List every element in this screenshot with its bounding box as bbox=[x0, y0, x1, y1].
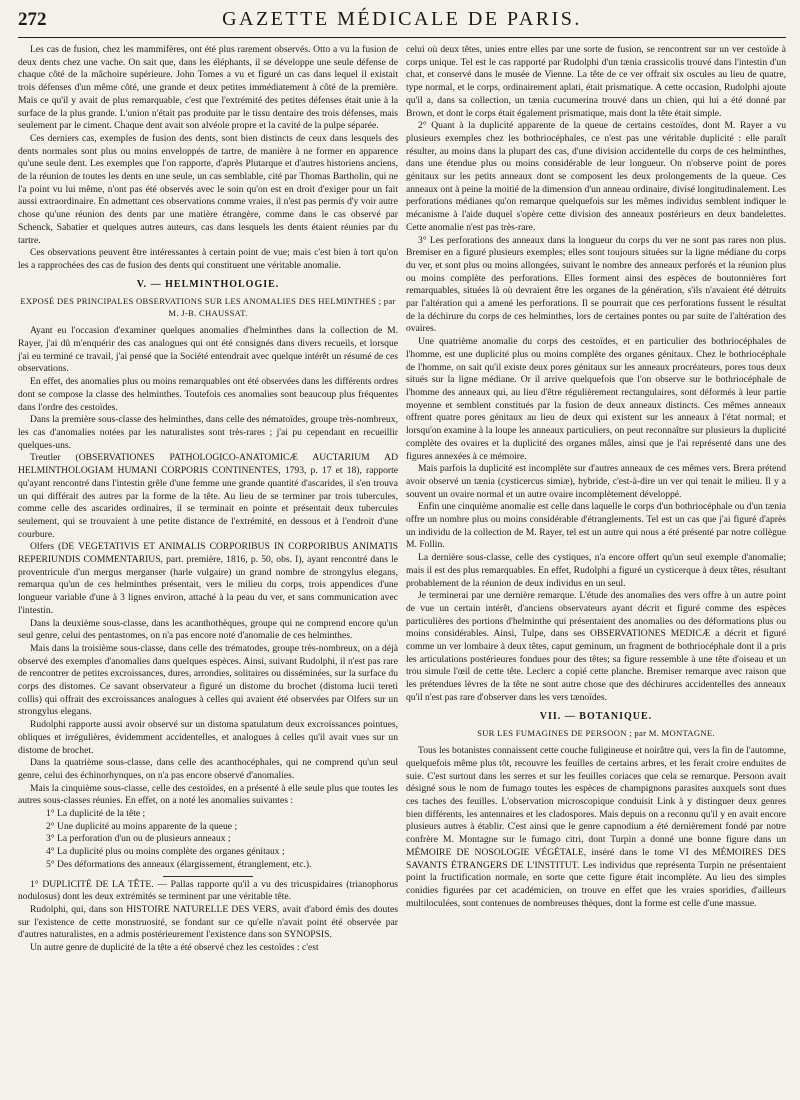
left-column bbox=[18, 44, 398, 955]
paragraph: 1° DUPLICITÉ DE LA TÊTE. — Pallas rapporte qu'il a vu des tricuspidaires (trianophorus nodulosus) dont les deux extrémités se terminent par une véritable tête. bbox=[18, 878, 398, 903]
paragraph: celui où deux têtes, unies entre elles par une sorte de fusion, se rencontrent sur un ver cestoïde à corps unique. Tel est le cas rapporté par Rudolphi d'un tænia crassicolis trouvé dans l'intestin d'un chat, et conservé dans le musée de Vienne. La tête de ce ver offrait six oscules au lieu de quatre, type normal, et le corps, ordinairement aplati, était prismatique. A cette occasion, Rudolphi ajoute qu'il a, dans sa collection, un tænia cucumerina trouvé dans un chien, qui lui a été donné par Brown, et dont le corps était également prismatique, mais dont la tête était simple. bbox=[406, 44, 786, 119]
paragraph: Dans la quatrième sous-classe, dans celle des acanthocéphales, qui ne comprend qu'un seul genre, celui des échinorhynques, on n'a pas encore observé d'anomalies. bbox=[18, 757, 398, 781]
paragraph: Ayant eu l'occasion d'examiner quelques anomalies d'helminthes dans la collection de M. Rayer, j'ai dû m'enquérir des cas analogues qui ont été consignés dans divers recueils, et lorsque j'ai eu terminé ce travail, j'ai pensé que la Société entendrait avec quelque intérêt un résumé de ces observations. bbox=[18, 325, 398, 375]
article-title: EXPOSÉ DES PRINCIPALES OBSERVATIONS SUR LES ANOMALIES DES HELMINTHES ; par M. J-B. CHAUSSAT. bbox=[20, 296, 396, 319]
paragraph: Dans la deuxième sous-classe, dans les acanthothèques, groupe qui ne comprend encore qu'un seul genre, celui des pentastomes, on n'a pas encore noté d'anomalie de ces helminthes. bbox=[18, 617, 398, 642]
paragraph: Treutler (OBSERVATIONES PATHOLOGICO-ANATOMICÆ AUCTARIUM AD HELMINTHOLOGIAM HUMANI CORPORIS CONTINENTES, 1793, p. 17 et 18), rapporte qu'ayant rencontré dans l'intestin grêle d'une femme une grande quantité d'ascarides, il s'en trouva un qui différait des autres par la forme de la tête. Au lieu de se terminer par trois tubercules, comme celle des ascarides ordinaires, il se terminait en pointe et présentait deux tubercules seulement, qui se trouvaient à une petite distance de l'extrémité, en dessous et à l'endroit d'une courbure. bbox=[18, 452, 398, 540]
section-heading: V. — HELMINTHOLOGIE. bbox=[136, 278, 280, 290]
paragraph: Un autre genre de duplicité de la tête a été observé chez les cestoïdes : c'est bbox=[30, 942, 319, 954]
paragraph: Rudolphi rapporte aussi avoir observé sur un distoma spatulatum deux excroissances pointues, obliques et irrégulières, évidemment accidentelles, et analogues à celles qu'il avait vues sur un distome de brochet. bbox=[18, 719, 398, 756]
paragraph: 3° Les perforations des anneaux dans la longueur du corps du ver ne sont pas rares non plus. Bremiser en a figuré plusieurs exemples; elles sont toujours situées sur la ligne médiane du corps du ver, et sont plus ou moins allongées, suivant le nombre des anneaux perforés et la réunion plus ou moins complète des perforations. Elles forment ainsi des espèces de boutonnières fort remarquables, situées là où devraient être les organes de la génération, s'ils n'avaient été détruits par l'altération qui a amené les perforations. Il se pourrait que ces perforations fussent le résultat de la déchirure du corps de ces helminthes, lors de certaines pontes ou par suite de l'altération des ovaires. bbox=[406, 234, 786, 335]
article-title: SUR LES FUMAGINES DE PERSOON ; par M. MONTAGNE. bbox=[477, 728, 715, 739]
page-header bbox=[18, 8, 786, 38]
journal-title: GAZETTE MÉDICALE DE PARIS. bbox=[222, 8, 582, 30]
list-item: 3° La perforation d'un ou de plusieurs anneaux ; bbox=[46, 833, 231, 845]
paragraph: Je terminerai par une dernière remarque. L'étude des anomalies des vers offre à un autre point de vue un certain intérêt, d'anciens observateurs ayant décrit et figuré comme des espèces particulières des portions d'helminthe qui présentaient des anomalies ou des déformations plus ou moins considérables. Ainsi, Tulpe, dans ses OBSERVATIONES MEDICÆ a décrit et figuré comme un ver lombaire à deux têtes, caput geminum, un fragment de bothriocéphale dont il a pris les articulations postérieures fondues pour des têtes; sa figure ressemble à une tête d'oiseau et un trou simule l'œil de cette tête. Leclerc a copié cette planche. Bremiser remarque avec raison que les prétendues lèvres de la tête ne sont autre chose que des déchirures accidentelles des anneaux qu'il n'est pas rare d'observer dans les vers tænoïdes. bbox=[406, 590, 786, 703]
list-item: 1° La duplicité de la tête ; bbox=[46, 808, 146, 820]
paragraph: Ces derniers cas, exemples de fusion des dents, sont bien distincts de ceux dans lesquels des dents normales sont plus ou moins enveloppés de tartre, de manière à ne former en apparence qu'une seule dent. Les exemples que l'on rapporte, d'après Plutarque et d'autres historiens anciens, de la réunion de toutes les dents en une seule, un cas semblable, cité par Thomas Bartholin, qui ne l'a point vu lui même, n'ont pas été observés avec le soin qu'on est en droit d'exiger pour un fait aussi extraordinaire. En admettant ces observations comme vraies, il n'est pas permis d'y voir autre chose qu'une réunion des dents par une matière étrangère, comme dans le cas observé par Schenck, Sabatier et quelques autres auteurs, cas dans lesquels les dents étaient réunies par du tartre. bbox=[18, 132, 398, 246]
paragraph: Dans la première sous-classe des helminthes, dans celle des nématoïdes, groupe très-nombreux, les cas d'anomalies notées par les naturalistes sont très-rares ; j'ai pu cependant en recueillir quelques-uns. bbox=[18, 414, 398, 451]
paragraph: Enfin une cinquième anomalie est celle dans laquelle le corps d'un bothriocéphale ou d'un tænia offre un nombre plus ou moins considérable d'étranglements. Tel est un cas que j'ai figuré d'après un individu de la collection de M. Rayer, tel est un autre qui nous a été présenté par notre collègue M. Follin. bbox=[406, 501, 786, 551]
section-heading: VII. — BOTANIQUE. bbox=[539, 710, 653, 722]
right-column bbox=[406, 44, 786, 955]
paragraph: Ces observations peuvent être intéressantes à certain point de vue; mais c'est bien à tort qu'on les a rapprochées des cas de fusion des dents qui constituent une véritable anomalie. bbox=[18, 247, 398, 271]
paragraph: Rudolphi, qui, dans son HISTOIRE NATURELLE DES VERS, avait d'abord émis des doutes sur l'existence de cette monstruosité, se fondant sur ce qu'elle n'avait point été observée par d'autres naturalistes, en a admis postérieurement l'existence dans son SYNOPSIS. bbox=[18, 904, 398, 941]
divider bbox=[163, 876, 253, 877]
page-number: 272 bbox=[18, 9, 47, 30]
paragraph: Tous les botanistes connaissent cette couche fuligineuse et noirâtre qui, vers la fin de l'automne, quelquefois même plus tôt, recouvre les feuilles de certains arbres, et les ferait croire enduites de suie. C'est surtout dans les serres et sur les feuilles coriaces que cela se remarque. Persoon avait désigné sous le nom de fumago toutes les espèces de champignons parasites auxquels sont dues ces taches des feuilles. L'observation microscopique conduisit Link à y distinguer deux genres bien différents, les antennaires et les cladospores. Mais depuis on a reconnu qu'il y en avait encore plusieurs autres à établir. C'est ainsi que le genre capnodium a été dernièrement fondé par notre confrère M. Montagne sur le fumago citri, dont Turpin a donné une bonne figure dans un MÉMOIRE DE NOSOLOGIE VÉGÉTALE, inséré dans le tome VI des MÉMOIRES DES SAVANTS ÉTRANGERS DE L'INSTITUT. Les individus que représenta Turpin ne présentaient point la fructification normale, en sorte que cette figure était incomplète. Au lieu des simples conidies figurées par cet académicien, on trouve en effet que les vraies sporidies, d'ailleurs multiloculées, sont contenues de nombreuses thèques, dont la forme est celle d'une massue. bbox=[406, 745, 786, 909]
paragraph: Mais la cinquième sous-classe, celle des cestoïdes, en a présenté à elle seule plus que toutes les autres sous-classes réunies. En effet, on a noté les anomalies suivantes : bbox=[18, 782, 398, 807]
paragraph: Les cas de fusion, chez les mammifères, ont été plus rarement observés. Otto a vu la fusion de deux dents chez une vache. On sait que, dans les éléphants, il se développe une seule défense de chaque côté de la mâchoire supérieure. John Tomes a vu et figuré un cas dans lequel il existait trois défenses d'un même côté, une grande et deux petites immédiatement à côté de la première. Mais ce qu'il y avait de plus remarquable, c'est que l'extrémité des petites défenses était unie à la surface de la plus grande. L'union n'était pas produite par le tissu dentaire des trois défenses, mais seulement par le ciment. Chaque dent avait son alvéole propre et la cavité de la pulpe séparée. bbox=[18, 44, 398, 132]
paragraph: 2° Quant à la duplicité apparente de la queue de certains cestoïdes, dont M. Rayer a vu plusieurs exemples chez les bothriocéphales, ce n'est pas une véritable duplicité : elle paraît résulter, au moins dans la plupart des cas, d'une division accidentelle du corps de ces helminthes, dans une étendue plus ou moins considérable de leur longueur. On n'observe point de pores génitaux sur les petits anneaux dont se composent les deux prolongements de la queue. Ces anneaux ont à peine la moitié de la dimension d'un anneau ordinaire, divisé longitudinalement. Les perforations médianes qu'on remarque quelquefois sur les mêmes individus semblent indiquer le mécanisme à l'aide duquel s'opère cette division des anneaux postérieurs en deux bandelettes. Cette anomalie n'est pas très-rare. bbox=[406, 120, 786, 233]
list-item: 5° Des déformations des anneaux (élargissement, étranglement, etc.). bbox=[46, 858, 312, 870]
paragraph: La dernière sous-classe, celle des cystiques, n'a encore offert qu'un seul exemple d'anomalie; mais il est des plus remarquables. En effet, Rudolphi a figuré un cysticerque à deux têtes, résultant probablement de la réunion de deux individus en un seul. bbox=[406, 552, 786, 589]
paragraph: Mais parfois la duplicité est incomplète sur d'autres anneaux de ces mêmes vers. Brera prétend avoir observé un tænia (cysticercus simiæ), hybride, c'est-à-dire un ver qui tenait le milieu. Il y a souvent un ovaire normal et un autre ovaire incomplètement développé. bbox=[406, 463, 786, 500]
list-item: 2° Une duplicité au moins apparente de la queue ; bbox=[46, 820, 238, 832]
list-item: 4° La duplicité plus ou moins complète des organes génitaux ; bbox=[46, 846, 285, 858]
paragraph: Une quatrième anomalie du corps des cestoïdes, et en particulier des bothriocéphales de l'homme, est une duplicité plus ou moins complète des organes génitaux. Chez le bothriocéphale de l'homme, on sait qu'il existe deux pores génitaux sur les anneaux procréateurs, pores tous deux situés sur la ligne médiane. Or il arrive quelquefois que l'on observe sur le bothriocéphale de l'homme des anneaux qui, au lieu d'être régulièrement rectangulaires, sont déformés à leur partie moyenne et semblent constitués par la fusion de deux anneaux distincts. Ces mêmes anneaux offrent quatre pores génitaux au lieu de deux qui existent sur les anneaux à l'état normal; et lorsqu'on examine à la loupe les anneaux particuliers, on peut reconnaître sur plusieurs la duplicité complète des ovaires et la duplicité des organes mâles, ainsi que je l'ai représenté dans une des figures annexées à ce mémoire. bbox=[406, 336, 786, 462]
paragraph: En effet, des anomalies plus ou moins remarquables ont été observées dans les différents ordres dont se compose la classe des helminthes. Toutefois ces anomalies sont beaucoup plus fréquentes dans l'ordre des cestoïdes. bbox=[18, 376, 398, 413]
paragraph: Olfers (DE VEGETATIVIS ET ANIMALIS CORPORIBUS IN CORPORIBUS ANIMATIS REPERIUNDIS COMMENTARIUS, part. première, 1816, p. 50, obs. I), ayant rencontré dans le proventricule d'un mergus merganser (harle vulgaire) un grand nombre de strongylus elegans, remarqua qu'un de ces helminthes présentait, vers le milieu du corps, trois appendices d'une longueur variable d'une à 3 lignes environ, attaché à la peau du ver, et sans communication avec l'intestin. bbox=[18, 541, 398, 616]
paragraph: Mais dans la troisième sous-classe, dans celle des trématodes, groupe très-nombreux, on a déjà observé des exemples d'anomalies dans quelques espèces. Ainsi, suivant Rudolphi, il n'est pas rare de rencontrer de petites excroissances, dures, arrondies, solitaires ou disséminées, sur la surface du corps des distomes. Ce savant observateur a figuré un distome du brochet (distoma lucii teretì collis) qui offrait des excroissances analogues à celles qui avaient été observées par Olfers sur un strongylus elegans. bbox=[18, 642, 398, 718]
